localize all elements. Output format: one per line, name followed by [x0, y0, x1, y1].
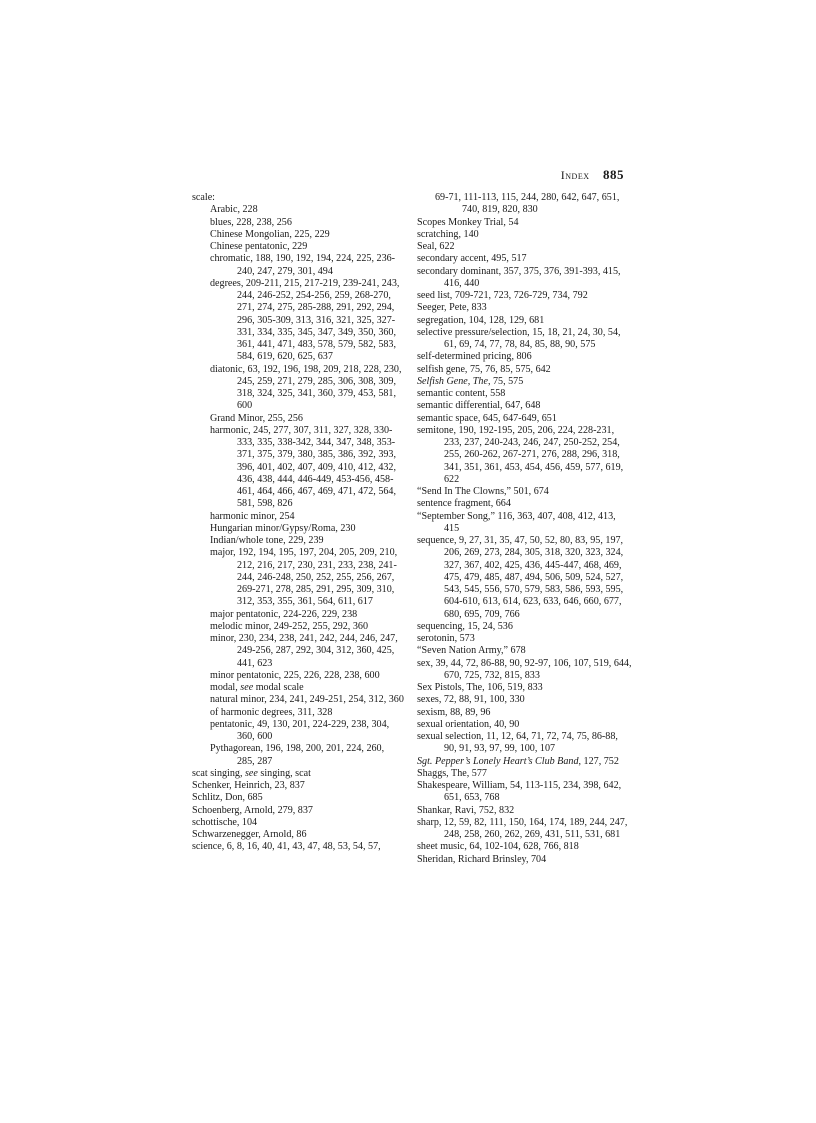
index-entry: self-determined pricing, 806 — [417, 351, 532, 363]
index-entry: selective pressure/selection, 15, 18, 21, 24, 30, 54, 61, 69, 74, 77, 78, 84, 85, 88, 90, 575 — [417, 326, 621, 350]
index-entry: sex, 39, 44, 72, 86-88, 90, 92-97, 106, 107, 519, 644, 670, 725, 732, 815, 833 — [417, 657, 632, 681]
index-entry: Hungarian minor/Gypsy/Roma, 230 — [210, 522, 356, 534]
index-entry: semitone, 190, 192-195, 205, 206, 224, 228-231, 233, 237, 240-243, 246, 247, 250-252, 254, 255, 260-262, 267-271, 276, 288, 296, 318, 341, 351, 361, 453, 454, 456, 459, 577, 619, 622 — [417, 424, 624, 485]
index-entry: diatonic, 63, 192, 196, 198, 209, 218, 228, 230, 245, 259, 271, 279, 285, 306, 308, 309, 318, 324, 325, 341, 360, 379, 453, 581, 600 — [210, 363, 402, 412]
index-entry: Schenker, Heinrich, 23, 837 — [192, 780, 305, 791]
index-entry: scale: — [192, 192, 215, 203]
index-entry: sexes, 72, 88, 91, 100, 330 — [417, 694, 525, 706]
index-entry: serotonin, 573 — [417, 633, 475, 644]
index-entry: Chinese Mongolian, 225, 229 — [210, 228, 330, 240]
index-entry: sexual orientation, 40, 90 — [417, 718, 520, 730]
index-entry: Scopes Monkey Trial, 54 — [417, 216, 519, 228]
index-entry: Selfish Gene, The, 75, 575 — [417, 375, 524, 387]
index-entry: Schwarzenegger, Arnold, 86 — [192, 829, 307, 840]
index-entry: secondary dominant, 357, 375, 376, 391-393, 415, 416, 440 — [417, 265, 621, 289]
index-entry: seed list, 709-721, 723, 726-729, 734, 792 — [417, 290, 588, 301]
index-entry: semantic space, 645, 647-649, 651 — [417, 412, 557, 424]
index-entry: natural minor, 234, 241, 249-251, 254, 312, 360 — [210, 694, 404, 706]
index-entry: Sex Pistols, The, 106, 519, 833 — [417, 682, 543, 693]
index-entry: chromatic, 188, 190, 192, 194, 224, 225, 236-240, 247, 279, 301, 494 — [210, 253, 396, 277]
page-number: 885 — [603, 167, 624, 182]
index-entry: secondary accent, 495, 517 — [417, 253, 527, 265]
index-entry: sharp, 12, 59, 82, 111, 150, 164, 174, 189, 244, 247, 248, 258, 260, 262, 269, 431, 511, 531, 681 — [417, 816, 628, 840]
index-column-right — [417, 192, 632, 866]
index-entry: Shakespeare, William, 54, 113-115, 234, 398, 642, 651, 653, 768 — [417, 780, 622, 804]
index-entry: Schlitz, Don, 685 — [192, 792, 263, 804]
index-entry: scat singing, see singing, scat — [192, 767, 311, 779]
index-entry: degrees, 209-211, 215, 217-219, 239-241, 243, 244, 246-252, 254-256, 259, 268-270, 271, 274, 275, 285-288, 291, 292, 294, 296, 305-309, 313, 316, 321, 325, 327-331, 334, 335, 345, 347, 349, 350, 360, 361, 441, 471, 483, 578, 579, 582, 583, 584, 619, 620, 625, 637 — [210, 277, 400, 363]
index-entry: Indian/whole tone, 229, 239 — [210, 535, 324, 546]
index-entry: Sgt. Pepper’s Lonely Heart’s Club Band, 127, 752 — [417, 755, 619, 767]
index-entry: harmonic, 245, 277, 307, 311, 327, 328, 330-333, 335, 338-342, 344, 347, 348, 353-371, 375, 379, 380, 385, 386, 392, 393, 396, 401, 402, 407, 409, 410, 412, 432, 436, 438, 444, 446-449, 453-456, 458-461, 464, 466, 467, 469, 471, 472, 564, 581, 598, 826 — [210, 424, 396, 510]
index-entry: sequence, 9, 27, 31, 35, 47, 50, 52, 80, 83, 95, 197, 206, 269, 273, 284, 305, 318, 320, 323, 324, 327, 367, 402, 425, 436, 445-447, 468, 469, 475, 479, 485, 487, 494, 506, 509, 524, 527, 543, 545, 556, 570, 579, 583, 586, 593, 595, 604-610, 613, 614, 623, 633, 646, 660, 677, 680, 695, 709, 766 — [417, 535, 624, 620]
index-entry: Shaggs, The, 577 — [417, 767, 487, 779]
index-entry: harmonic minor, 254 — [210, 510, 295, 522]
index-entry: segregation, 104, 128, 129, 681 — [417, 314, 545, 326]
index-entry: sexism, 88, 89, 96 — [417, 706, 491, 718]
index-entry: Arabic, 228 — [210, 204, 258, 216]
index-entry: of harmonic degrees, 311, 328 — [210, 706, 333, 718]
index-entry: sheet music, 64, 102-104, 628, 766, 818 — [417, 841, 579, 853]
index-entry: “Seven Nation Army,” 678 — [417, 645, 526, 657]
index-entry: 69-71, 111-113, 115, 244, 280, 642, 647, 651, 740, 819, 820, 830 — [435, 192, 620, 216]
index-entry: sentence fragment, 664 — [417, 498, 511, 510]
index-entry: semantic content, 558 — [417, 388, 506, 399]
index-entry: Seal, 622 — [417, 241, 455, 252]
index-entry: schottische, 104 — [192, 816, 258, 828]
index-entry: selfish gene, 75, 76, 85, 575, 642 — [417, 363, 551, 375]
index-entry: blues, 228, 238, 256 — [210, 216, 292, 228]
index-entry: modal, see modal scale — [210, 682, 304, 693]
index-column-left — [192, 192, 404, 854]
index-entry: Schoenberg, Arnold, 279, 837 — [192, 804, 313, 816]
index-entry: Shankar, Ravi, 752, 832 — [417, 804, 515, 816]
index-entry: Pythagorean, 196, 198, 200, 201, 224, 260, 285, 287 — [210, 743, 385, 767]
index-entry: sequencing, 15, 24, 536 — [417, 620, 513, 632]
running-head-label: Index — [560, 168, 590, 182]
index-entry: Chinese pentatonic, 229 — [210, 241, 308, 252]
index-entry: science, 6, 8, 16, 40, 41, 43, 47, 48, 53, 54, 57, — [192, 841, 381, 853]
index-entry: scratching, 140 — [417, 228, 479, 240]
index-entry: Seeger, Pete, 833 — [417, 302, 487, 314]
index-entry: major, 192, 194, 195, 197, 204, 205, 209, 210, 212, 216, 217, 230, 231, 233, 238, 241-244, 246-248, 250, 252, 255, 256, 267, 269-271, 278, 285, 291, 295, 309, 310, 312, 353, 355, 361, 564, 611, 617 — [210, 547, 398, 608]
index-entry: melodic minor, 249-252, 255, 292, 360 — [210, 620, 368, 632]
index-entry: minor, 230, 234, 238, 241, 242, 244, 246, 247, 249-256, 287, 292, 304, 312, 360, 425, 441, 623 — [210, 633, 398, 669]
index-entry: Sheridan, Richard Brinsley, 704 — [417, 853, 547, 865]
index-entry: “September Song,” 116, 363, 407, 408, 412, 413, 415 — [417, 510, 616, 534]
index-entry: semantic differential, 647, 648 — [417, 400, 541, 412]
index-entry: pentatonic, 49, 130, 201, 224-229, 238, 304, 360, 600 — [210, 718, 390, 742]
index-entry: “Send In The Clowns,” 501, 674 — [417, 486, 549, 497]
index-entry: minor pentatonic, 225, 226, 228, 238, 600 — [210, 669, 380, 681]
index-entry: major pentatonic, 224-226, 229, 238 — [210, 608, 358, 620]
running-head — [561, 167, 624, 183]
index-entry: sexual selection, 11, 12, 64, 71, 72, 74, 75, 86-88, 90, 91, 93, 97, 99, 100, 107 — [417, 731, 618, 755]
index-entry: Grand Minor, 255, 256 — [210, 412, 303, 424]
